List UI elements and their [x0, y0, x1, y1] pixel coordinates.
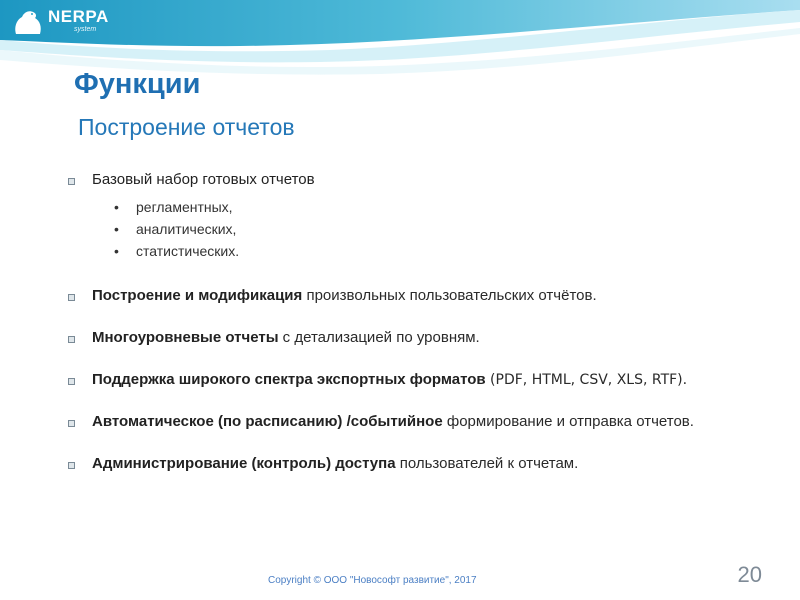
seal-icon	[10, 8, 44, 36]
page-number: 20	[737, 562, 762, 587]
copyright: Copyright © ООО "Новософт развитие", 2017	[268, 575, 477, 586]
list-item	[64, 454, 744, 474]
sublist-item: • аналитических,	[136, 218, 744, 240]
list-item	[64, 328, 744, 348]
header-wave-band	[0, 0, 800, 75]
bullet-marker-icon	[68, 462, 75, 469]
bullet-marker-icon	[68, 178, 75, 185]
list-item	[64, 286, 744, 306]
bullet-marker-icon	[68, 336, 75, 343]
content-list	[64, 170, 744, 474]
list-item	[64, 170, 744, 262]
bullet-label: Базовый набор готовых отчетов	[92, 171, 315, 188]
brand-tagline: system	[74, 26, 97, 33]
brand-name: NERPA	[48, 7, 109, 26]
bullet-text: произвольных пользовательских отчётов.	[302, 287, 597, 304]
bullet-bold: Многоуровневые отчеты	[92, 329, 279, 346]
bullet-marker-icon	[68, 294, 75, 301]
bullet-marker-icon	[68, 378, 75, 385]
bullet-text: (PDF, HTML, CSV, XLS, RTF).	[485, 372, 688, 388]
sublist-item: • регламентных,	[136, 196, 744, 218]
page-subtitle: Построение отчетов	[78, 114, 295, 140]
bullet-text: пользователей к отчетам.	[395, 455, 579, 472]
bullet-marker-icon	[68, 420, 75, 427]
list-item	[64, 412, 744, 432]
page-title: Функции	[74, 68, 201, 100]
bullet-bold: Автоматическое (по расписанию) /событийное	[92, 413, 443, 430]
sublist	[92, 196, 744, 262]
sublist-item: • статистических.	[136, 240, 744, 262]
bullet-text: с детализацией по уровням.	[278, 329, 480, 346]
nerpa-logo	[10, 8, 109, 36]
bullet-bold: Поддержка широкого спектра экспортных форматов	[92, 371, 486, 388]
bullet-bold: Построение и модификация	[92, 287, 303, 304]
bullet-text: формирование и отправка отчетов.	[442, 413, 694, 430]
bullet-bold: Администрирование (контроль) доступа	[92, 455, 396, 472]
list-item	[64, 370, 744, 390]
